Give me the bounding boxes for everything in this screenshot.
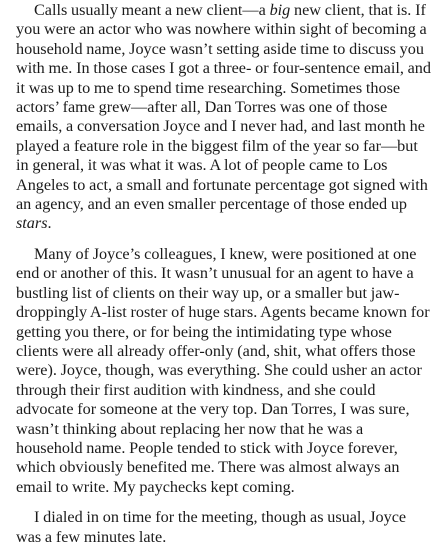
text-run: Calls usually meant a new client—a bbox=[34, 1, 270, 19]
italic-text-run: big bbox=[269, 1, 291, 19]
paragraph-2 bbox=[16, 245, 431, 497]
text-run: Many of Joyce’s colleagues, I knew, were positioned at one end or another of this. It wasn’t unusual for an agent to have a bustling list of clients on their way up, or a smaller but jaw-droppingly A-list roster of huge stars. Agents became known for getting you there, or for being the intimidating type whose clients were all already offer-only (and, shit, what offers those were). Joyce, though, was everything. She could usher an actor through their first audition with kindness, and she could advocate for someone at the very top. Dan Torres, I was sure, wasn’t thinking about replacing her now that he was a household name. People tended to stick with Joyce forever, which obviously benefited me. There was almost always an email to write. My paychecks kept coming. bbox=[16, 244, 430, 496]
text-run: I dialed in on time for the meeting, though as usual, Joyce was a few minutes late. bbox=[16, 508, 407, 546]
paragraph-3 bbox=[16, 508, 431, 547]
text-run: new client, that is. If you were an actor who was nowhere within sight of becoming a household name, Joyce wasn’t setting aside time to discuss you with me. In those cases I got a three- or four-sentence email, and it was up to me to spend time researching. Sometimes those actors’ fame grew—after all, Dan Torres was one of those emails, a conversation Joyce and I never had, and last month he played a feature role in the biggest film of the year so far—but in general, it was what it was. A lot of people came to Los Angeles to act, a small and fortunate percentage got signed with an agency, and an even smaller percentage of those ended up bbox=[16, 1, 431, 214]
text-run: . bbox=[47, 214, 52, 233]
italic-text-run: stars bbox=[16, 214, 48, 233]
paragraph-1 bbox=[16, 1, 431, 234]
